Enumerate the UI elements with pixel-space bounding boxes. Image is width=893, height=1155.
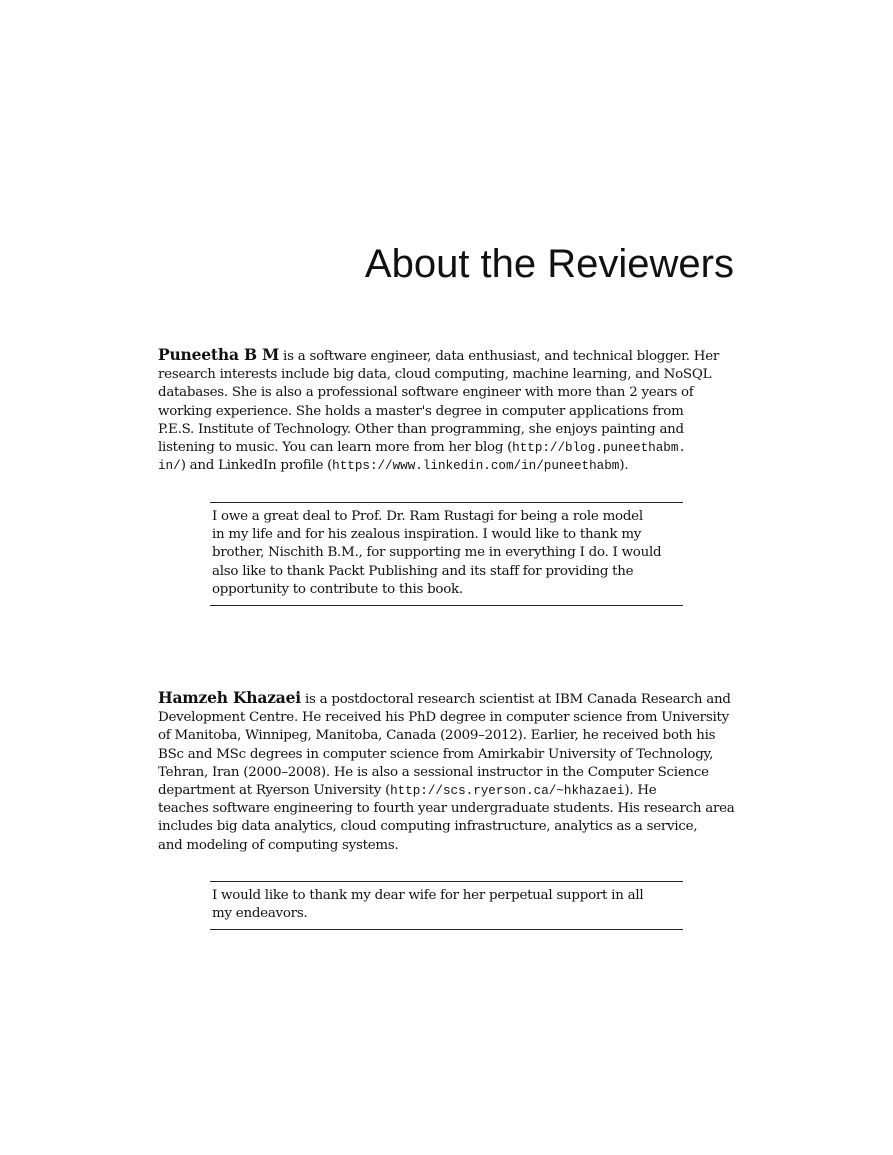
bio-text: is a postdoctoral research scientist at IBM Canada Research and (301, 692, 731, 707)
bio-text: ). He (624, 783, 657, 799)
bio-line: BSc and MSc degrees in computer science from Amirkabir University of Technology, (158, 746, 714, 762)
ack-line: also like to thank Packt Publishing and its staff for providing the (212, 563, 634, 579)
bio-line (158, 782, 738, 800)
ack-line: I would like to thank my dear wife for her perpetual support in all (212, 888, 644, 903)
bio-line: research interests include big data, cloud computing, machine learning, and NoSQL (158, 367, 712, 383)
bio-line: and modeling of computing systems. (158, 837, 399, 853)
bio-text: department at Ryerson University ( (158, 783, 391, 799)
bio-line: databases. She is also a professional software engineer with more than 2 years of (158, 385, 694, 401)
page-title: About the Reviewers (364, 242, 734, 286)
bio-line: Development Centre. He received his PhD degree in computer science from University (158, 710, 729, 726)
blog-link[interactable]: http://blog.puneethabm. (512, 441, 686, 456)
acknowledgement-text (212, 508, 683, 599)
ack-line: I owe a great deal to Prof. Dr. Ram Rustagi for being a role model (212, 509, 643, 524)
bio-line: working experience. She holds a master's degree in computer applications from (158, 403, 684, 419)
reviewer-name: Puneetha B M (158, 345, 280, 364)
bio-text: ). (619, 458, 629, 474)
linkedin-link[interactable]: https://www.linkedin.com/in/puneethabm (332, 459, 620, 474)
bio-line (158, 439, 738, 457)
bio-line: teaches software engineering to fourth year undergraduate students. His research area (158, 801, 735, 817)
acknowledgement-text (212, 887, 683, 923)
bio-text: ) and LinkedIn profile ( (180, 458, 333, 474)
acknowledgement-box (210, 502, 683, 606)
acknowledgement-box (210, 881, 683, 930)
bio-line: Tehran, Iran (2000–2008). He is also a sessional instructor in the Computer Science (158, 764, 709, 780)
reviewer-bio (158, 346, 738, 475)
bio-line: P.E.S. Institute of Technology. Other than programming, she enjoys painting and (158, 421, 684, 437)
homepage-link[interactable]: http://scs.ryerson.ca/~hkhazaei (390, 784, 625, 799)
blog-link-continued[interactable]: in/ (158, 459, 181, 474)
reviewer-name: Hamzeh Khazaei (158, 688, 301, 707)
ack-line: brother, Nischith B.M., for supporting me in everything I do. I would (212, 545, 662, 561)
bio-text: listening to music. You can learn more from her blog ( (158, 440, 513, 456)
ack-line: my endeavors. (212, 906, 308, 922)
reviewer-bio (158, 689, 738, 855)
ack-line: opportunity to contribute to this book. (212, 581, 463, 597)
bio-line (158, 457, 738, 475)
bio-line: includes big data analytics, cloud computing infrastructure, analytics as a service, (158, 819, 698, 835)
bio-text: is a software engineer, data enthusiast, and technical blogger. Her (279, 349, 720, 364)
ack-line: in my life and for his zealous inspiration. I would like to thank my (212, 527, 642, 543)
bio-line: of Manitoba, Winnipeg, Manitoba, Canada (2009–2012). Earlier, he received both his (158, 728, 716, 744)
